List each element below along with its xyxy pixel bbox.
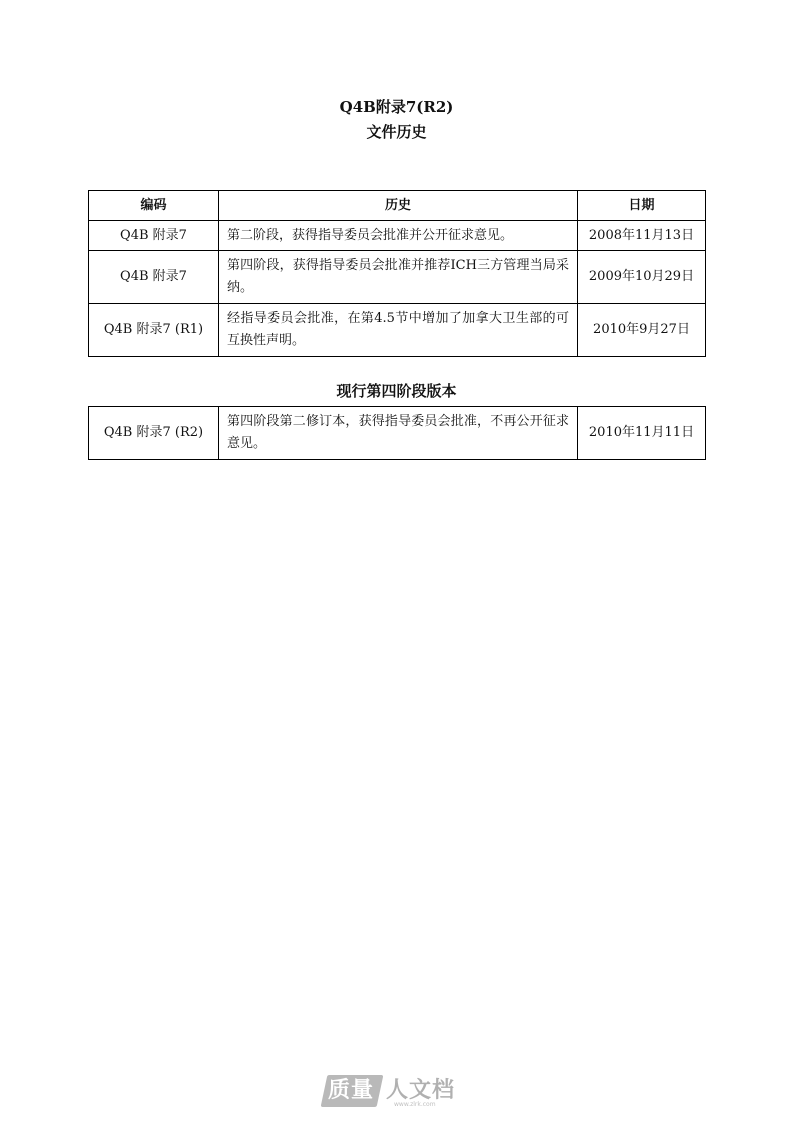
row-history: 第四阶段，获得指导委员会批准并推荐ICH三方管理当局采纳。: [219, 251, 578, 304]
document-subtitle: 文件历史: [366, 123, 427, 141]
watermark-url: www.zlrk.com: [394, 1101, 436, 1108]
row-date: 2009年10月29日: [578, 251, 706, 304]
document-title: Q4B附录7(R2): [339, 98, 454, 116]
watermark-logo: [324, 1075, 464, 1109]
row-history: 第四阶段第二修订本，获得指导委员会批准，不再公开征求意见。: [219, 407, 578, 460]
table-row: [89, 251, 706, 304]
row-code: Q4B 附录7 (R2): [89, 407, 219, 460]
table-row: [89, 304, 706, 357]
row-code: Q4B 附录7 (R1): [89, 304, 219, 357]
header-history: 历史: [219, 191, 578, 221]
row-history: 第二阶段，获得指导委员会批准并公开征求意见。: [219, 221, 578, 251]
watermark-side-text: 人文档: [386, 1078, 456, 1103]
watermark-box-text: 质量: [328, 1078, 375, 1103]
current-version-heading: 现行第四阶段版本: [336, 382, 457, 400]
row-history: 经指导委员会批准，在第4.5节中增加了加拿大卫生部的可互换性声明。: [219, 304, 578, 357]
header-code: 编码: [89, 191, 219, 221]
row-date: 2010年11月11日: [578, 407, 706, 460]
row-date: 2010年9月27日: [578, 304, 706, 357]
row-code: Q4B 附录7: [89, 251, 219, 304]
row-code: Q4B 附录7: [89, 221, 219, 251]
history-table: [88, 190, 706, 357]
table-row: [89, 407, 706, 460]
table-row: [89, 221, 706, 251]
header-date: 日期: [578, 191, 706, 221]
table-header-row: [89, 191, 706, 221]
current-version-table: [88, 406, 706, 460]
row-date: 2008年11月13日: [578, 221, 706, 251]
